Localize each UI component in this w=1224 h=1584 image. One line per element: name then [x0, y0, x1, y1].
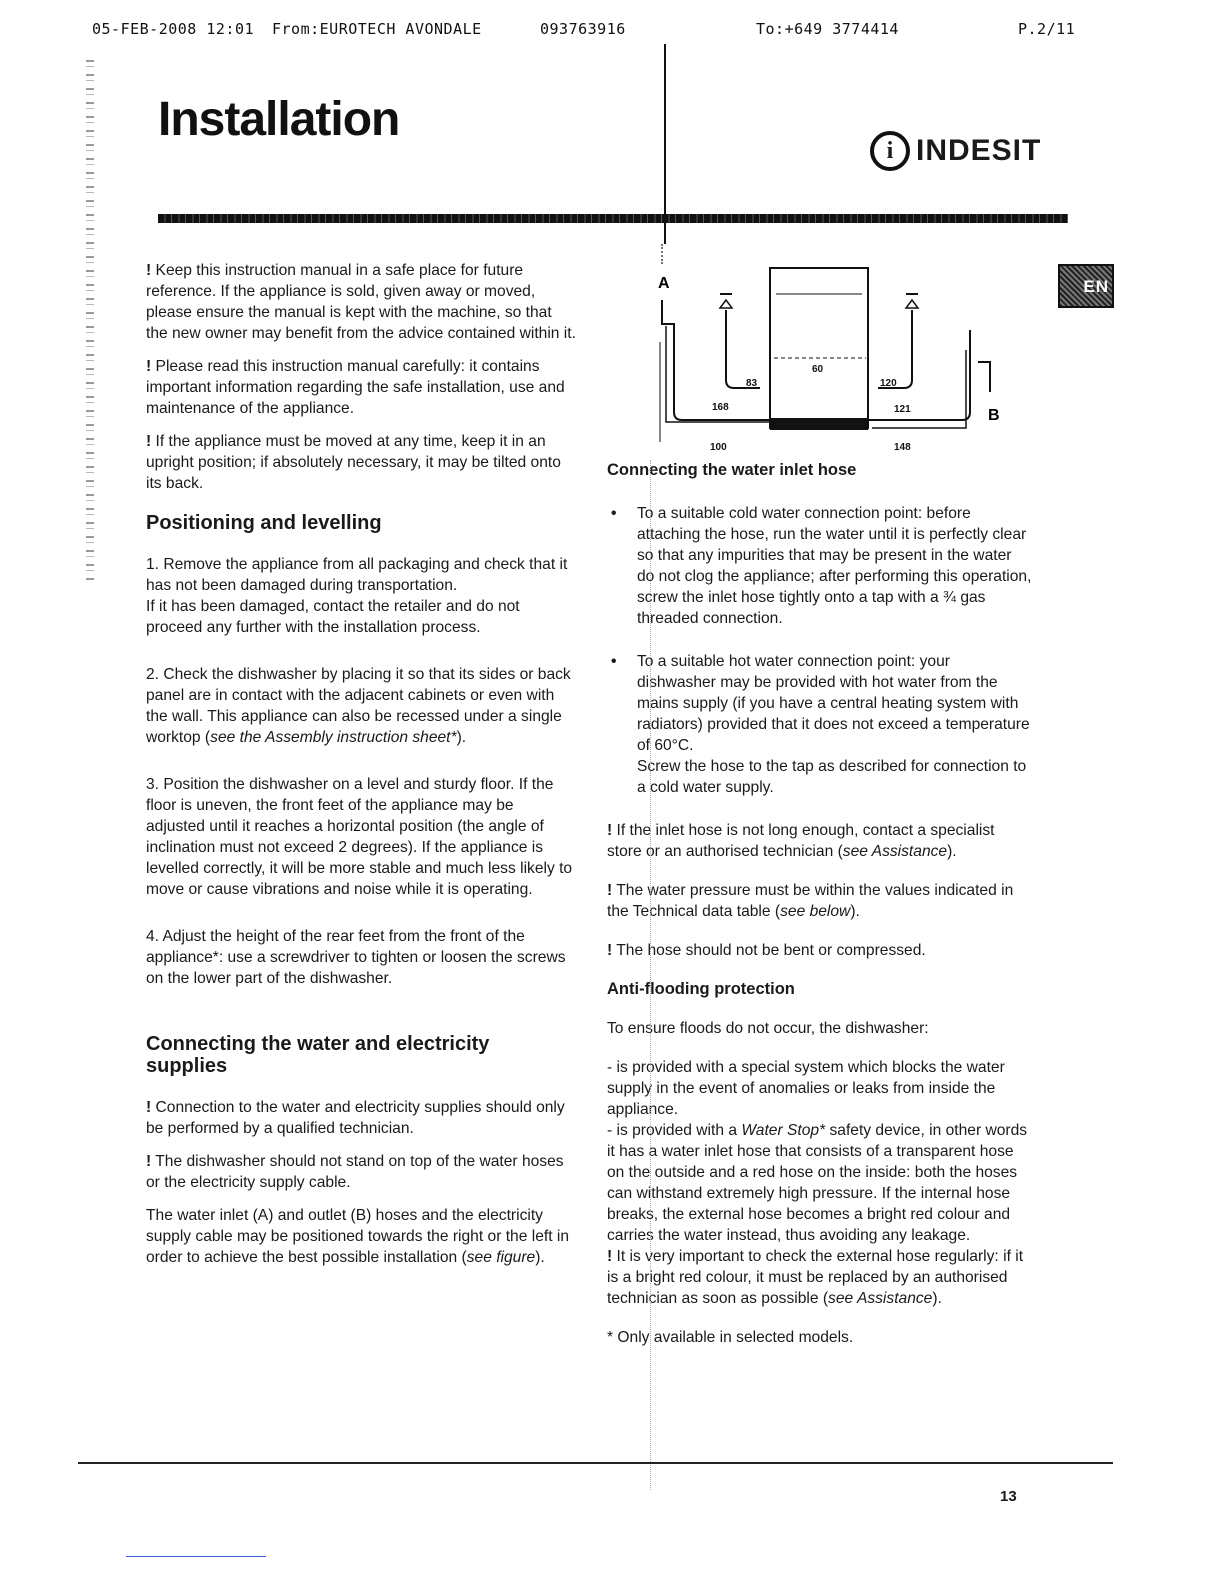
note-ref: see Assistance [842, 843, 948, 860]
fax-date-time: 05-FEB-2008 12:01 [92, 20, 255, 38]
inlet-note-3 [607, 940, 1032, 961]
note-end: ). [932, 1290, 942, 1307]
note-mark: ! [607, 1248, 613, 1265]
note-ref: see below [780, 903, 851, 920]
brand-name: INDESIT [916, 134, 1042, 167]
inlet-note-1 [607, 820, 1032, 862]
step-2-end: ). [456, 729, 467, 746]
page-number: 13 [1000, 1488, 1017, 1505]
step-2-text: 2. Check the dishwasher by placing it so that its sides or back panel are in contact with the adjacent cabinets or even with the wall. This appliance can also be recessed under a single worktop ( [146, 666, 571, 746]
water-stop-ref: Water Stop* [741, 1122, 826, 1139]
note-mark: ! [146, 1153, 152, 1170]
step-4: 4. Adjust the height of the rear feet from the front of the appliance*: use a screwdriver to tighten or loosen the screws on the lower part of the dishwasher. [146, 928, 566, 987]
footer-rule [78, 1462, 1113, 1464]
intro-note-2 [146, 356, 576, 419]
installation-diagram [640, 262, 1040, 454]
step-2-ref: see the Assembly instruction sheet* [210, 729, 457, 746]
note-end: ). [850, 903, 860, 920]
scan-margin-marks [86, 60, 94, 580]
connecting-heading: Connecting the water and electricity supplies [146, 1033, 490, 1077]
header-rule [158, 214, 1068, 223]
flood-heading: Anti-flooding protection [607, 980, 795, 998]
note-text: The water pressure must be within the values indicated in the Technical data table ( [607, 882, 1014, 920]
scan-dotted-line-lower [650, 460, 651, 1490]
bullet-text: To a suitable cold water connection point: before attaching the hose, run the water until it is perfectly clear so that any impurities that may be present in the water do not clog the appliance; after performing this operation, screw the inlet hose tightly onto a tap with a ¾ gas threaded connection. [637, 505, 1032, 627]
step-1-damage: If it has been damaged, contact the retailer and do not proceed any further with the installation process. [146, 598, 520, 636]
note-mark: ! [607, 822, 613, 839]
dim-120: 120 [880, 378, 897, 389]
dim-121: 121 [894, 404, 911, 415]
connect-note-1 [146, 1097, 576, 1139]
note-end: ). [947, 843, 957, 860]
scan-blue-line [126, 1556, 266, 1557]
note-text: Connection to the water and electricity supplies should only be performed by a qualified technician. [146, 1099, 565, 1137]
intro-note-3 [146, 431, 576, 494]
note-text: It is very important to check the external hose regularly: if it is a bright red colour, it must be replaced by an authorised technician as soon as possible ( [607, 1248, 1024, 1307]
flood-note [607, 1246, 1032, 1309]
note-text: If the appliance must be moved at any time, keep it in an upright position; if absolutely necessary, it may be tilted onto its back. [146, 433, 561, 492]
footnote: * Only available in selected models. [607, 1329, 854, 1346]
left-column [146, 260, 576, 1280]
bullet-text-2: Screw the hose to the tap as described for connection to a cold water supply. [637, 758, 1027, 796]
inlet-list [607, 503, 1032, 798]
note-text: Please read this instruction manual carefully: it contains important information regarding the safe installation, use and maintenance of the appliance. [146, 358, 565, 417]
flood-item-2 [607, 1120, 1032, 1246]
note-ref: see Assistance [828, 1290, 933, 1307]
bullet-text: To a suitable hot water connection point: your dishwasher may be provided with hot water from the mains supply (if you have a central heating system with radiators) provided that it does not exceed a temperature of 60°C. [637, 653, 1030, 754]
note-mark: ! [146, 358, 152, 375]
dim-100: 100 [710, 442, 727, 453]
hoses-ref: see figure [466, 1249, 536, 1266]
list-item [607, 503, 1032, 629]
note-mark: ! [146, 1099, 152, 1116]
brand-symbol: i [870, 131, 910, 171]
bullet-mark: • [611, 653, 617, 670]
diagram-label-a: A [658, 275, 670, 292]
note-mark: ! [146, 262, 152, 279]
fax-from-number: 093763916 [540, 20, 626, 38]
diagram-label-b: B [988, 407, 1000, 424]
flood-item-2-text: - is provided with a [607, 1122, 742, 1139]
brand-logo [870, 128, 1041, 174]
fax-to: To:+649 3774414 [756, 20, 899, 38]
scan-dotted-line [661, 244, 663, 264]
page-title: Installation [158, 93, 400, 146]
dim-60: 60 [812, 364, 824, 375]
fax-from: From:EUROTECH AVONDALE [272, 20, 482, 38]
list-item [607, 651, 1032, 798]
bullet-mark: • [611, 505, 617, 522]
inlet-heading: Connecting the water inlet hose [607, 461, 857, 479]
language-badge-label: EN [1083, 277, 1109, 296]
dim-168: 168 [712, 402, 729, 413]
step-3: 3. Position the dishwasher on a level and sturdy floor. If the floor is uneven, the front feet of the appliance may be adjusted until it reaches a horizontal position (the angle of inclination must not exceed 2 degrees). If the appliance is levelled correctly, it will be more stable and much less likely to move or cause vibrations and noise while it is operating. [146, 776, 573, 898]
language-badge [1058, 264, 1114, 308]
note-text: The hose should not be bent or compressed. [616, 942, 926, 959]
hoses-text: The water inlet (A) and outlet (B) hoses and the electricity supply cable may be positioned towards the right or the left in order to achieve the best possible installation ( [146, 1207, 570, 1266]
hoses-end: ). [535, 1249, 545, 1266]
right-column [607, 460, 1032, 1360]
note-text: Keep this instruction manual in a safe place for future reference. If the appliance is sold, given away or moved, please ensure the manual is kept with the machine, so that the new owner may benefit from the advice contained within it. [146, 262, 576, 342]
connect-note-2 [146, 1151, 576, 1193]
flood-intro: To ensure floods do not occur, the dishwasher: [607, 1020, 929, 1037]
note-mark: ! [607, 882, 613, 899]
note-text: The dishwasher should not stand on top of the water hoses or the electricity supply cable. [146, 1153, 564, 1191]
flood-item-1: - is provided with a special system which blocks the water supply in the event of anomalies or leaks from inside the appliance. [607, 1059, 1005, 1118]
inlet-note-2 [607, 880, 1032, 922]
step-2 [146, 664, 576, 748]
hoses-paragraph [146, 1205, 576, 1268]
dim-148: 148 [894, 442, 911, 453]
fax-page: P.2/11 [1018, 20, 1076, 38]
step-1: 1. Remove the appliance from all packaging and check that it has not been damaged during transportation. [146, 556, 568, 594]
positioning-heading: Positioning and levelling [146, 512, 382, 534]
note-mark: ! [607, 942, 613, 959]
note-mark: ! [146, 433, 152, 450]
intro-note-1 [146, 260, 576, 344]
flood-item-2-rest: safety device, in other words it has a water inlet hose that consists of a transparent hose on the outside and a red hose on the inside: both the hoses can withstand extremely high pressure. If the internal hose breaks, the external hose becomes a bright red colour and carries the water instead, thus avoiding any leakage. [607, 1122, 1028, 1244]
note-text: If the inlet hose is not long enough, contact a specialist store or an authorised technician ( [607, 822, 995, 860]
dim-83: 83 [746, 378, 758, 389]
